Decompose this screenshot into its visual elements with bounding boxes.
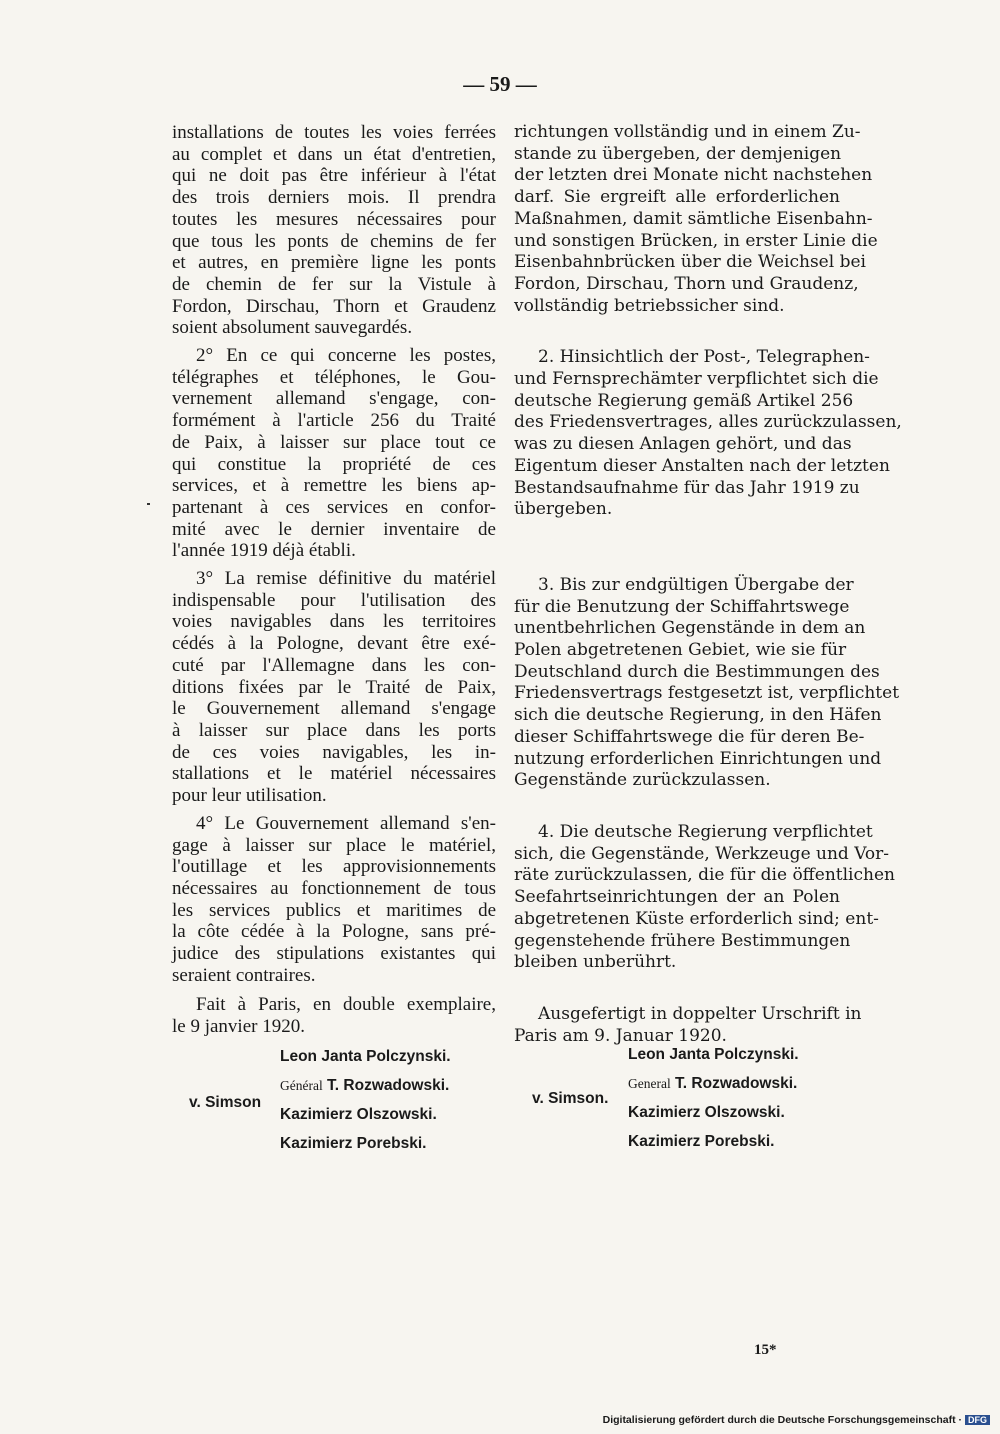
text-line: Friedensvertrags festgesetzt ist, verpflichtet [514,683,900,704]
text-line: judice des stipulations existantes qui [172,943,496,965]
text-line: nutzung erforderlichen Einrichtungen und [514,748,882,769]
signature-polczynski: Leon Janta Polczynski. [628,1046,799,1063]
german-paragraph-1 [514,122,878,317]
text-line: pour leur utilisation. [172,785,327,807]
text-line: l'année 1919 déjà établi. [172,540,356,562]
text-line: à laisser sur place dans les ports [172,719,496,741]
text-line: Fordon, Dirschau, Thorn et Graudenz [172,295,496,317]
text-line: la côte cédée à la Pologne, sans pré- [172,921,496,943]
text-line: que tous les ponts de chemins de fer [172,230,496,252]
text-line: et autres, en première ligne les ponts [172,252,496,274]
signature-block-left [280,1042,451,1158]
margin-mark [147,503,150,505]
text-line: qui constitue la propriété de ces [172,453,496,475]
text-line: dieser Schiffahrtswege die für deren Be- [514,726,865,747]
text-line: für die Benutzung der Schiffahrtswege [514,596,850,617]
text-line: 3. Bis zur endgültigen Übergabe der [538,574,854,595]
signature-simson-right: v. Simson. [532,1090,609,1107]
text-line: bleiben unberührt. [514,952,677,973]
text-line: gegenstehende frühere Bestimmungen [514,930,851,951]
text-line: 2° En ce qui concerne les postes, [196,345,496,367]
text-line: darf. Sie ergreift alle erforderlichen [514,187,840,208]
text-line: de Paix, à laisser sur place tout ce [172,431,496,453]
text-line: partenant à ces services en confor- [172,496,496,518]
text-line: formément à l'article 256 du Traité [172,410,496,432]
text-line: de chemin de fer sur la Vistule à [172,273,496,295]
signature-porebski: Kazimierz Porebski. [280,1135,427,1152]
signature-olszowski: Kazimierz Olszowski. [628,1104,785,1121]
german-paragraph-2 [514,347,902,521]
german-paragraph-4 [514,821,895,974]
page-number: — 59 — [463,72,537,96]
french-paragraph-4 [172,813,496,987]
signature-rozwadowski-name: T. Rozwadowski. [327,1077,450,1094]
text-line: Ausgefertigt in doppelter Urschrift in [538,1003,862,1024]
text-line: stande zu übergeben, der demjenigen [514,143,842,164]
french-column [172,122,496,1038]
text-line: was zu diesen Anlagen gehört, und das [514,434,852,455]
text-line: Gegenstände zurückzulassen. [514,770,771,791]
text-line: und sonstigen Brücken, in erster Linie die [514,230,878,251]
text-line: indispensable pour l'utilisation des [172,589,496,611]
french-paragraph-3 [172,568,496,807]
text-line: deutsche Regierung gemäß Artikel 256 [514,390,854,411]
text-line: soient absolument sauvegardés. [172,317,413,339]
text-line: les services publics et maritimes de [172,899,496,921]
text-line: l'outillage et les approvisionnements [172,856,496,878]
text-line: der letzten drei Monate nicht nachstehen [514,165,873,186]
french-closing [172,994,496,1037]
text-line: de ces voies navigables, les in- [172,741,496,763]
text-line: voies navigables dans les territoires [172,611,496,633]
text-line: seraient contraires. [172,964,316,986]
text-line: mité avec le dernier inventaire de [172,518,496,540]
text-line: richtungen vollständig und in einem Zu- [514,122,861,142]
text-line: Fordon, Dirschau, Thorn und Graudenz, [514,273,859,294]
text-line: cédés à la Pologne, devant être exé- [172,633,496,655]
text-line: 2. Hinsichtlich der Post-, Telegraphen- [538,347,870,368]
text-line: toutes les mesures nécessaires pour [172,208,496,230]
text-line: nécessaires au fonctionnement de tous [172,877,496,899]
text-line: Fait à Paris, en double exemplaire, [196,994,496,1016]
text-line: übergeben. [514,499,613,520]
german-column [514,122,902,1047]
text-line: Eisenbahnbrücken über die Weichsel bei [514,252,866,273]
text-line: le Gouvernement allemand s'engage [172,698,496,720]
signature-rozwadowski [628,1069,799,1098]
text-line: 3° La remise définitive du matériel [196,568,496,590]
text-line: Polen abgetretenen Gebiet, wie sie für [514,640,847,661]
dfg-logo-icon: DFG [965,1415,990,1425]
signature-polczynski: Leon Janta Polczynski. [280,1048,451,1065]
text-line: installations de toutes les voies ferrées [172,122,496,143]
text-line: gage à laisser sur place le matériel, [172,834,496,856]
french-paragraph-2 [172,345,496,562]
text-line: sich, die Gegenstände, Werkzeuge und Vor- [514,843,890,864]
text-line: services, et à remettre les biens ap- [172,475,496,497]
french-paragraph-1 [172,122,496,339]
text-line: le 9 janvier 1920. [172,1016,305,1038]
text-line: vernement allemand s'engage, con- [172,388,496,410]
text-line: räte zurückzulassen, die für die öffentlichen [514,865,895,886]
text-line: cuté par l'Allemagne dans les con- [172,654,496,676]
text-line: vollständig betriebssicher sind. [514,295,785,316]
rank-general: General [628,1076,671,1091]
signature-porebski: Kazimierz Porebski. [628,1133,775,1150]
footer-credit [603,1414,990,1426]
text-line: Deutschland durch die Bestimmungen des [514,661,880,682]
german-paragraph-3 [514,574,900,792]
text-line: sich die deutsche Regierung, in den Häfen [514,705,882,726]
text-line: Maßnahmen, damit sämtliche Eisenbahn- [514,208,873,229]
rank-general: Général [280,1078,323,1093]
signature-simson-left: v. Simson [189,1094,262,1111]
signature-rozwadowski [280,1071,451,1100]
text-line: Eigentum dieser Anstalten nach der letzten [514,455,890,476]
text-line: unentbehrlichen Gegenstände in dem an [514,618,866,639]
text-line: télégraphes et téléphones, le Gou- [172,366,496,388]
text-line: und Fernsprechämter verpflichtet sich die [514,369,879,390]
footer-text: Digitalisierung gefördert durch die Deutsche Forschungsgemeinschaft · [602,1414,962,1426]
text-line: Seefahrtseinrichtungen der an Polen [514,887,840,908]
sheet-mark: 15* [754,1342,777,1358]
text-line: des Friedensvertrages, alles zurückzulassen, [514,412,902,433]
text-line: 4. Die deutsche Regierung verpflichtet [538,821,873,842]
signature-block-right [628,1040,799,1156]
signature-rozwadowski-name: T. Rozwadowski. [675,1075,798,1092]
text-line: stallations et le matériel nécessaires [172,763,496,785]
text-line: 4° Le Gouvernement allemand s'en- [196,812,496,834]
text-line: qui ne doit pas être inférieur à l'état [172,165,496,187]
text-line: abgetretenen Küste erforderlich sind; ent- [514,908,879,929]
text-line: des trois derniers mois. Il prendra [172,187,496,209]
signature-olszowski: Kazimierz Olszowski. [280,1106,437,1123]
text-line: Bestandsaufnahme für das Jahr 1919 zu [514,477,860,498]
text-line: Paris am 9. Januar 1920. [514,1025,727,1046]
text-line: au complet et dans un état d'entretien, [172,143,496,165]
text-line: ditions fixées par le Traité de Paix, [172,676,496,698]
